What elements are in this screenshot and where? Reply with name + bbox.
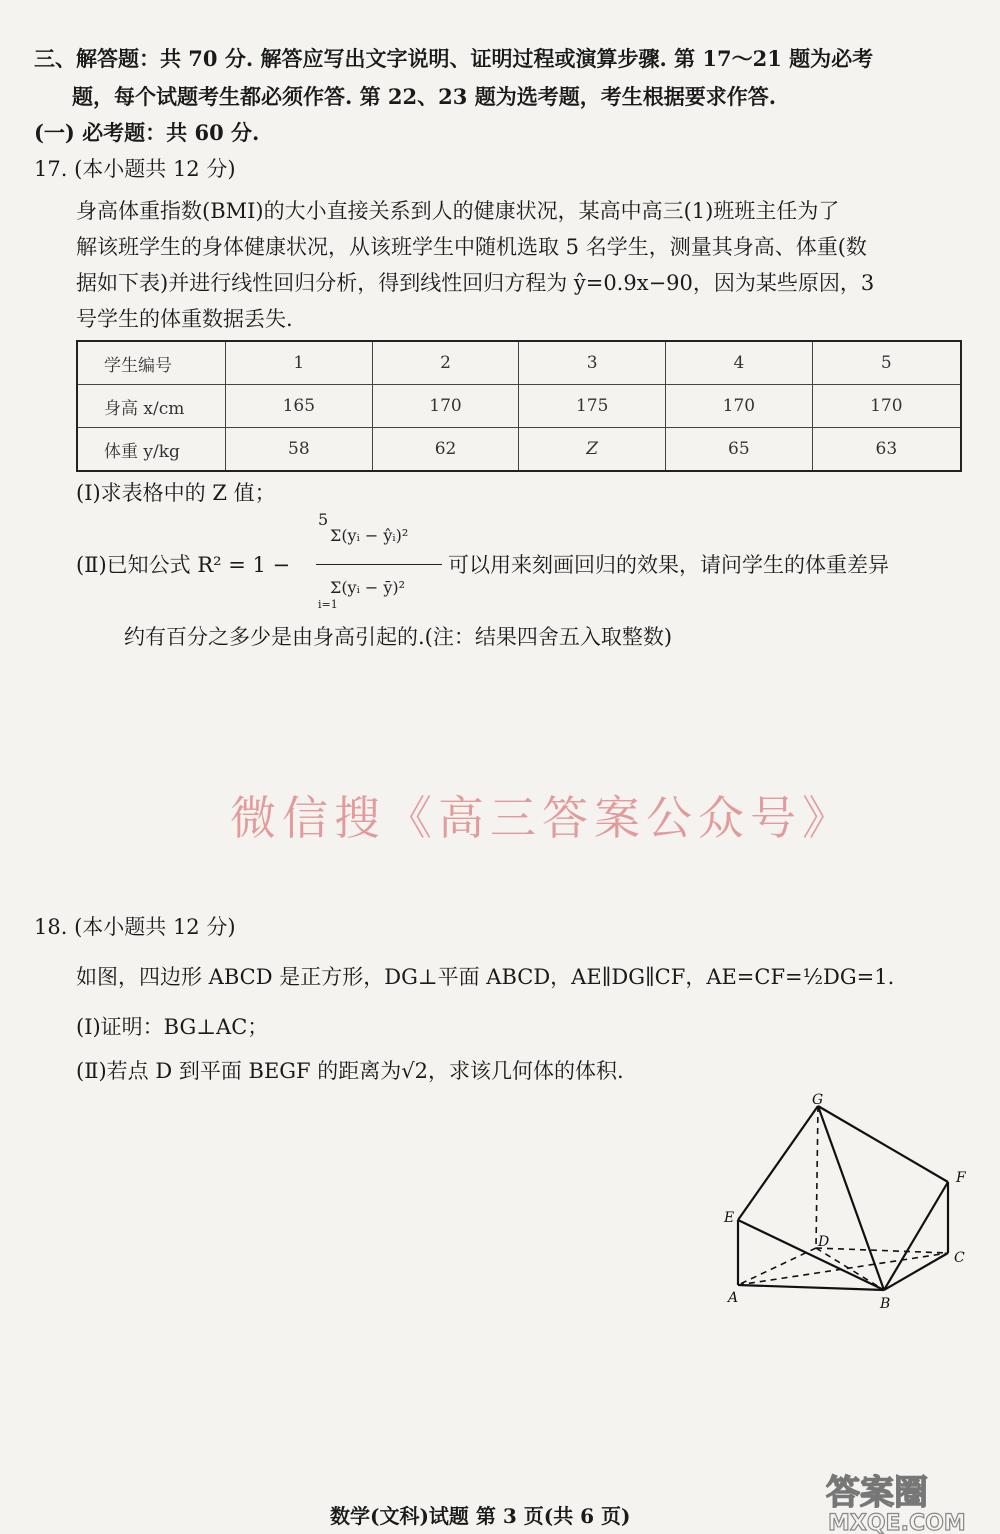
- vertex-label-B: B: [880, 1296, 891, 1312]
- vertex-label-G: G: [812, 1092, 824, 1108]
- geometry-figure: [720, 1090, 980, 1320]
- table-cell: 58: [226, 428, 373, 472]
- table-cell: 2: [372, 341, 519, 385]
- table-cell: 3: [519, 341, 666, 385]
- watermark: 微信搜《高三答案公众号》: [230, 791, 854, 845]
- sum-lower-limit: i=1: [318, 598, 338, 611]
- q18-label: 18. (本小题共 12 分): [34, 915, 236, 939]
- table-cell: Z: [519, 428, 666, 472]
- page-footer: 数学(文科)试题 第 3 页(共 6 页): [330, 1504, 631, 1528]
- row-label: 学生编号: [77, 341, 226, 385]
- edge-DA: [738, 1248, 816, 1285]
- vertex-label-F: F: [956, 1170, 966, 1186]
- vertex-label-C: C: [954, 1250, 965, 1266]
- edge-GE: [738, 1106, 818, 1220]
- edge-DC: [816, 1248, 948, 1253]
- q18-part-1: (Ⅰ)证明：BG⊥AC；: [76, 1015, 269, 1039]
- table-cell: 65: [666, 428, 813, 472]
- q17-part-1: (Ⅰ)求表格中的 Z 值；: [76, 481, 276, 505]
- vertex-label-E: E: [724, 1210, 735, 1226]
- edge-DB: [816, 1248, 884, 1290]
- q18-text-line: 如图，四边形 ABCD 是正方形，DG⊥平面 ABCD，AE∥DG∥CF，AE=CF=½DG=1.: [76, 965, 895, 989]
- table-cell: 170: [666, 385, 813, 428]
- table-cell: 62: [372, 428, 519, 472]
- q17-part-2-line: 约有百分之多少是由身高引起的.(注：结果四舍五入取整数): [124, 625, 673, 649]
- q17-text-line: 号学生的体重数据丢失.: [76, 307, 293, 331]
- table-cell: 5: [812, 341, 961, 385]
- table-row: [77, 385, 961, 428]
- edge-AB: [738, 1285, 884, 1290]
- edge-GF: [818, 1106, 948, 1182]
- q17-part-2-suffix: 可以用来刻画回归的效果，请问学生的体重差异: [448, 553, 889, 577]
- table-cell: 63: [812, 428, 961, 472]
- table-cell: 175: [519, 385, 666, 428]
- fraction-numerator: Σ(yᵢ − ŷᵢ)²: [330, 526, 409, 545]
- logo-subtext: MXQE.COM: [828, 1511, 966, 1534]
- logo-text: 答案圈: [826, 1473, 928, 1513]
- fraction-bar: [316, 564, 442, 565]
- vertex-label-A: A: [728, 1290, 739, 1306]
- sum-upper-limit: 5: [318, 510, 329, 529]
- table-row: [77, 428, 961, 472]
- table-row: [77, 341, 961, 385]
- q17-part-2-prefix: (Ⅱ)已知公式 R² = 1 −: [76, 553, 291, 577]
- q17-label: 17. (本小题共 12 分): [34, 157, 236, 181]
- section-heading: 三、解答题：共 70 分. 解答应写出文字说明、证明过程或演算步骤. 第 17～21 题为必考: [34, 46, 874, 71]
- table-cell: 4: [666, 341, 813, 385]
- table-cell: 170: [372, 385, 519, 428]
- edge-AC: [738, 1253, 948, 1285]
- part-heading: (一) 必考题：共 60 分.: [34, 120, 260, 145]
- fraction-denominator: Σ(yᵢ − ȳ)²: [330, 578, 406, 597]
- data-table: [76, 340, 962, 472]
- table-cell: 170: [812, 385, 961, 428]
- table-cell: 165: [226, 385, 373, 428]
- edge-GD: [816, 1106, 818, 1248]
- row-label: 身高 x/cm: [77, 385, 226, 428]
- site-logo: [820, 1460, 1000, 1534]
- section-heading-cont: 题，每个试题考生都必须作答. 第 22、23 题为选考题，考生根据要求作答.: [72, 84, 776, 109]
- q17-text-line: 身高体重指数(BMI)的大小直接关系到人的健康状况，某高中高三(1)班班主任为了: [76, 199, 840, 223]
- vertex-label-D: D: [818, 1234, 830, 1250]
- row-label: 体重 y/kg: [77, 428, 226, 472]
- q17-text-line: 解该班学生的身体健康状况，从该班学生中随机选取 5 名学生，测量其身高、体重(数: [76, 235, 867, 259]
- edge-FB: [884, 1182, 948, 1290]
- q18-part-2: (Ⅱ)若点 D 到平面 BEGF 的距离为√2，求该几何体的体积.: [76, 1059, 624, 1083]
- q17-text-line: 据如下表)并进行线性回归分析，得到线性回归方程为 ŷ=0.9x−90，因为某些原因，3: [76, 271, 875, 295]
- table-cell: 1: [226, 341, 373, 385]
